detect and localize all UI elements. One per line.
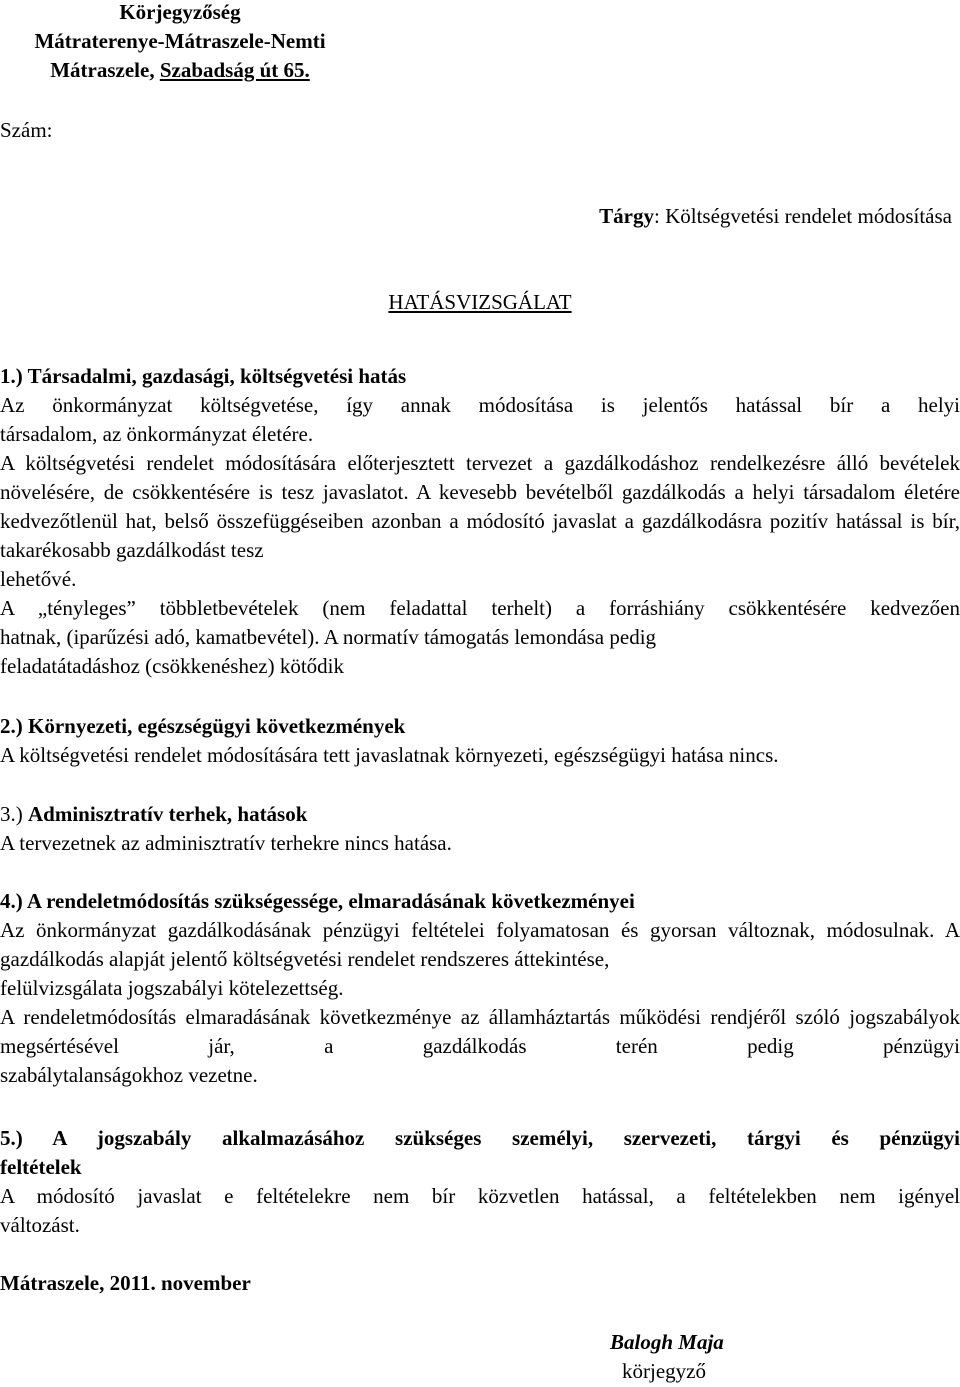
office-name: Körjegyzőség	[119, 0, 241, 24]
reference-number-label	[0, 116, 53, 145]
office-address	[0, 56, 360, 85]
section-2-text: A költségvetési rendelet módosítására tett javaslatnak környezeti, egészségügyi hatása nincs.	[0, 743, 779, 767]
section-1-paragraph-1: Az önkormányzat költségvetése, így annak módosítása is jelentős hatással bír a helyi	[0, 393, 960, 417]
subject-value: : Költségvetési rendelet módosítása	[653, 204, 952, 228]
section-5-text: A módosító javaslat e feltételekre nem bír közvetlen hatással, a feltételekben nem igényel	[0, 1184, 960, 1208]
section-4	[0, 887, 960, 1090]
section-1	[0, 362, 960, 681]
section-3-heading: Adminisztratív terhek, hatások	[28, 802, 308, 826]
szam-colon: :	[46, 118, 53, 142]
szam-label: Szám	[0, 118, 47, 142]
section-3	[0, 800, 960, 858]
section-4-heading: 4.) A rendeletmódosítás szükségessége, elmaradásának következményei	[0, 889, 635, 913]
section-1-paragraph-3-line-2: hatnak, (iparűzési adó, kamatbevétel). A normatív támogatás lemondása pedig	[0, 625, 657, 649]
signatory-title: körjegyző	[622, 1359, 706, 1383]
section-5-text-end: változást.	[0, 1213, 80, 1237]
subject-line	[599, 202, 952, 231]
section-5-heading-end: feltételek	[0, 1155, 82, 1179]
office-municipalities: Mátraterenye-Mátraszele-Nemti	[34, 29, 326, 53]
address-street: Szabadság út 65.	[159, 58, 310, 82]
subject-label: Tárgy	[599, 204, 654, 228]
section-5-heading: 5.) A jogszabály alkalmazásához szükséges személyi, szervezeti, tárgyi és pénzügyi	[0, 1126, 960, 1150]
section-4-paragraph-1-end: felülvizsgálata jogszabályi kötelezettség.	[0, 976, 344, 1000]
section-4-paragraph-1: Az önkormányzat gazdálkodásának pénzügyi feltételei folyamatosan és gyorsan változnak, módosulnak. A gazdálkodás alapját jelentő költségvetési rendelet rendszeres áttekintése,	[0, 918, 960, 971]
section-1-paragraph-1-end: társadalom, az önkormányzat életére.	[0, 422, 314, 446]
place-and-date: Mátraszele, 2011. november	[0, 1271, 251, 1295]
section-1-paragraph-3: A „tényleges” többletbevételek (nem feladattal terhelt) a forráshiány csökkentésére kedvezően	[0, 596, 960, 620]
section-5	[0, 1124, 960, 1240]
section-1-paragraph-3-line-3: feladatátadáshoz (csökkenéshez) kötődik	[0, 654, 345, 678]
section-3-number: 3.)	[0, 802, 28, 826]
section-4-paragraph-2: A rendeletmódosítás elmaradásának következménye az államháztartás működési rendjéről szóló jogszabályok megsértésével jár, a gazdálkodás terén pedig pénzügyi	[0, 1005, 960, 1058]
section-1-heading: 1.) Társadalmi, gazdasági, költségvetési hatás	[0, 364, 407, 388]
section-1-paragraph-2-end: lehetővé.	[0, 567, 77, 591]
section-2-heading: 2.) Környezeti, egészségügyi következmények	[0, 714, 406, 738]
section-1-paragraph-2: A költségvetési rendelet módosítására előterjesztett tervezet a gazdálkodáshoz rendelkezésre álló bevételek növelésére, de csökkentésére is tesz javaslatot. A kevesebb bevételből gazdálkodás a helyi társadalom életére kedvezőtlenül hat, belső összefüggéseiben azonban a módosító javaslat a gazdálkodásra pozitív hatással is bír, takarékosabb gazdálkodást tesz	[0, 451, 960, 562]
signatory-name: Balogh Maja	[610, 1330, 724, 1354]
address-town: Mátraszele,	[50, 58, 160, 82]
document-title: HATÁSVIZSGÁLAT	[388, 290, 572, 314]
section-4-paragraph-2-end: szabálytalanságokhoz vezetne.	[0, 1063, 258, 1087]
section-3-text: A tervezetnek az adminisztratív terhekre nincs hatása.	[0, 831, 452, 855]
section-2	[0, 712, 960, 770]
section-3-heading-line	[0, 800, 960, 829]
